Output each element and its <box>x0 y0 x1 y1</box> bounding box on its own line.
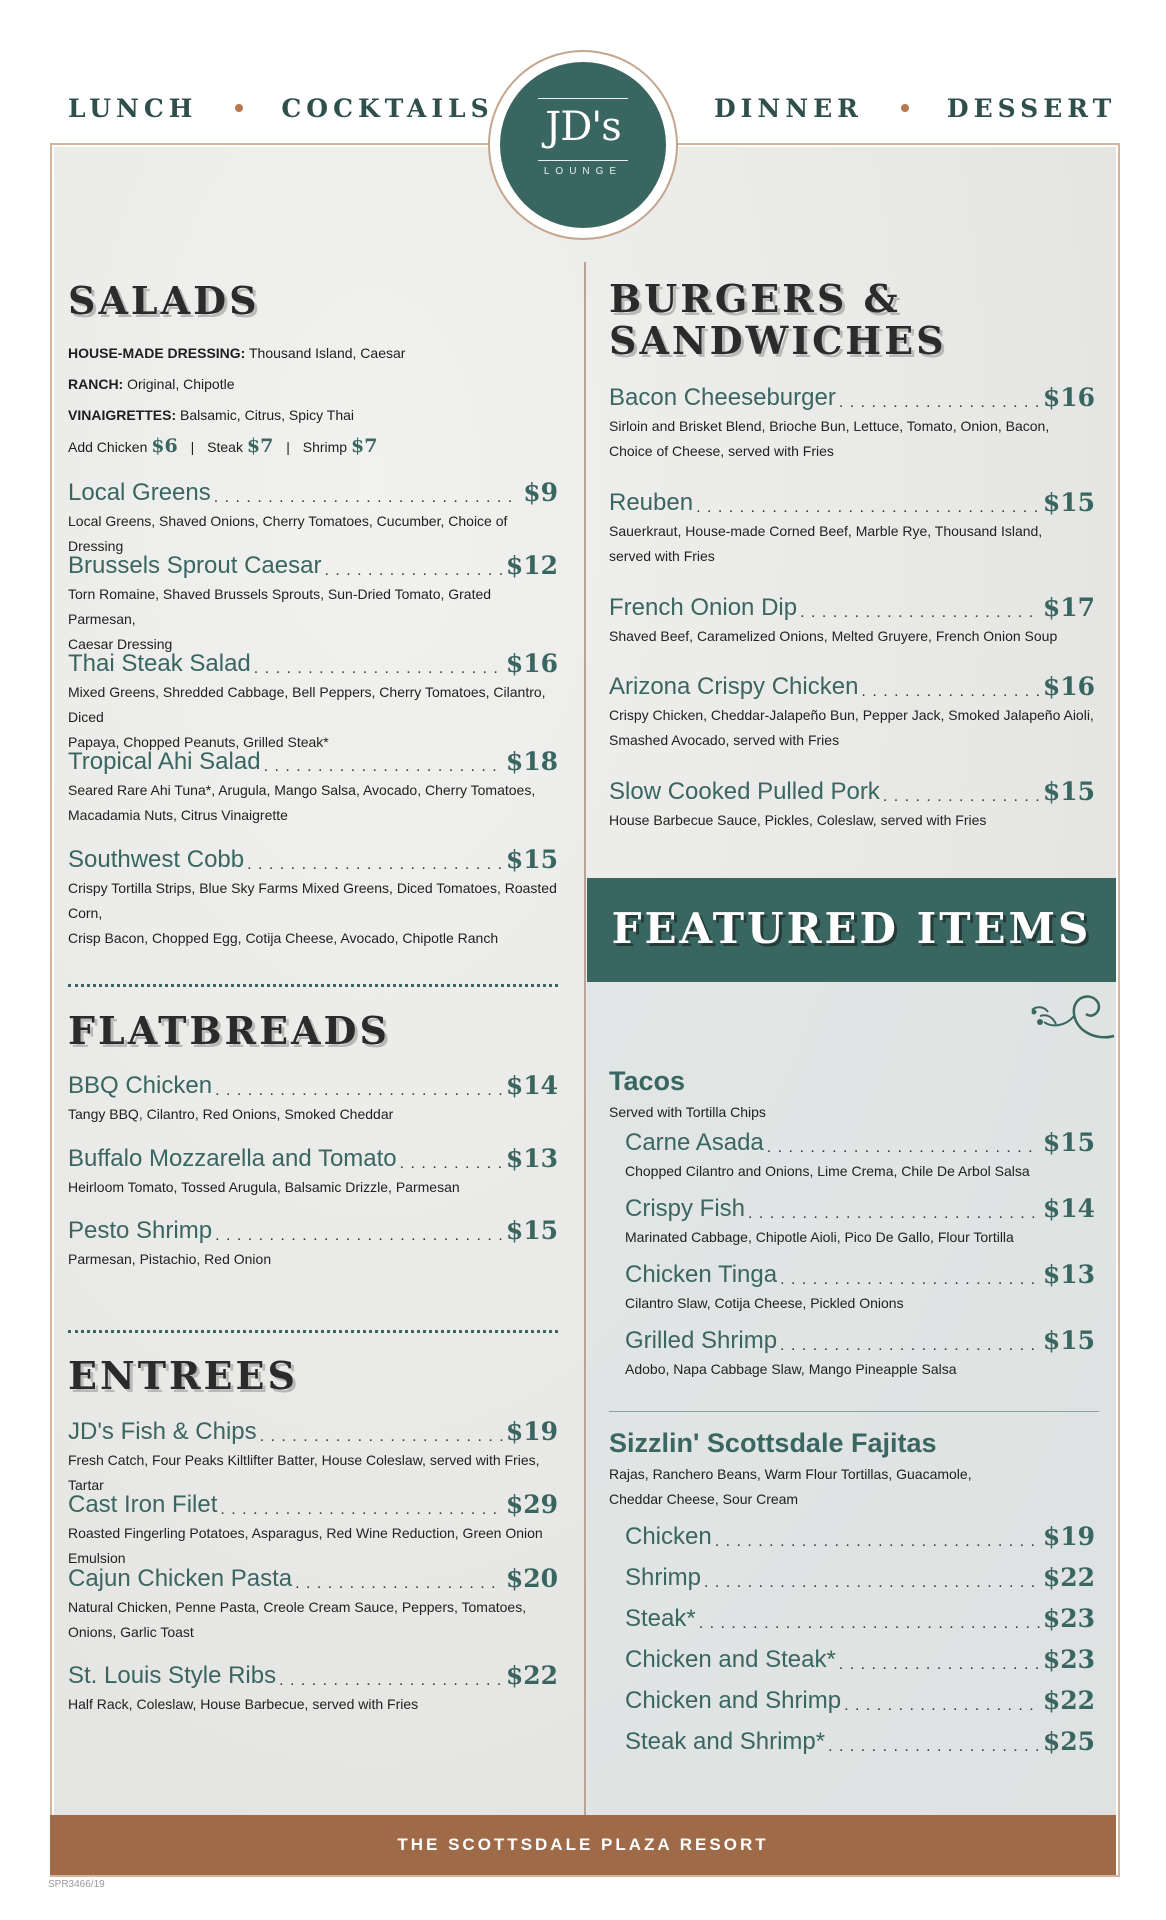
flatbreads-title: FLATBREADS <box>68 1008 390 1053</box>
item-price: $13 <box>1042 1260 1095 1289</box>
leader-dots <box>839 392 1040 412</box>
ranch-value: Original, Chipotle <box>127 376 235 392</box>
item-price: $15 <box>1042 1326 1095 1355</box>
logo-name: JD's <box>545 104 621 150</box>
item-name: Chicken <box>625 1523 712 1550</box>
fajitas-note <box>609 1462 972 1512</box>
menu-item[interactable] <box>609 488 1095 569</box>
item-name: Cajun Chicken Pasta <box>68 1565 293 1592</box>
item-description: Chopped Cilantro and Onions, Lime Crema, Chile De Arbol Salsa <box>625 1163 1030 1179</box>
item-description-line2: Choice of Cheese, served with Fries <box>609 443 834 459</box>
item-price: $18 <box>505 747 558 776</box>
item-description: Half Rack, Coleslaw, House Barbecue, served with Fries <box>68 1696 419 1712</box>
item-name: Crispy Fish <box>625 1195 746 1222</box>
section-divider <box>68 1330 558 1333</box>
item-price: $15 <box>1042 777 1095 806</box>
menu-item[interactable] <box>625 1194 1095 1250</box>
leader-dots <box>844 1695 1040 1715</box>
leader-dots <box>861 681 1039 701</box>
item-name: Chicken Tinga <box>625 1261 778 1288</box>
logo-sub: LOUNGE <box>543 166 623 177</box>
item-name: Steak and Shrimp* <box>625 1728 826 1755</box>
dressing-label: HOUSE-MADE DRESSING: <box>68 345 246 361</box>
section-divider <box>68 984 558 987</box>
item-description: Roasted Fingerling Potatoes, Asparagus, Red Wine Reduction, Green Onion Emulsion <box>68 1525 543 1566</box>
item-description: Seared Rare Ahi Tuna*, Arugula, Mango Salsa, Avocado, Cherry Tomatoes, <box>68 782 536 798</box>
item-price: $17 <box>1042 593 1095 622</box>
tacos-note: Served with Tortilla Chips <box>609 1104 766 1120</box>
addons-line <box>68 431 568 463</box>
menu-item[interactable] <box>625 1686 1095 1715</box>
nav-dinner[interactable]: DINNER <box>714 93 863 123</box>
menu-item[interactable] <box>68 1661 558 1717</box>
item-name: BBQ Chicken <box>68 1072 213 1099</box>
footer-banner: THE SCOTTSDALE PLAZA RESORT <box>50 1815 1116 1875</box>
menu-item[interactable] <box>625 1522 1095 1551</box>
menu-item[interactable] <box>68 1216 558 1272</box>
top-nav-right <box>714 92 1116 124</box>
ranch-line <box>68 369 568 400</box>
item-description: House Barbecue Sauce, Pickles, Coleslaw, served with Fries <box>609 812 987 828</box>
item-price: $25 <box>1042 1727 1095 1756</box>
menu-item[interactable] <box>68 1071 558 1127</box>
item-description: Tangy BBQ, Cilantro, Red Onions, Smoked Cheddar <box>68 1106 394 1122</box>
menu-item[interactable] <box>609 777 1095 833</box>
item-description-line2: Papaya, Chopped Peanuts, Grilled Steak* <box>68 734 329 750</box>
item-name: JD's Fish & Chips <box>68 1418 257 1445</box>
print-code: SPR3466/19 <box>48 1879 105 1890</box>
nav-lunch[interactable]: LUNCH <box>68 93 198 123</box>
leader-dots <box>220 1499 502 1519</box>
addon-shrimp-label: Shrimp <box>302 439 348 455</box>
item-name: Local Greens <box>68 479 211 506</box>
menu-item[interactable] <box>625 1326 1095 1382</box>
leader-dots <box>828 1736 1040 1756</box>
item-description: Fresh Catch, Four Peaks Kiltlifter Batter, House Coleslaw, served with Fries, Tartar <box>68 1452 540 1493</box>
leader-dots <box>767 1137 1040 1157</box>
menu-item[interactable] <box>68 478 558 559</box>
burgers-title-line1: BURGERS & <box>609 276 901 321</box>
nav-dot-icon <box>235 104 243 112</box>
item-price: $16 <box>1042 672 1095 701</box>
burgers-title-line2: SANDWICHES <box>609 317 947 363</box>
item-description-line2: Caesar Dressing <box>68 636 173 652</box>
fajitas-note-line2: Cheddar Cheese, Sour Cream <box>609 1491 799 1507</box>
item-name: Buffalo Mozzarella and Tomato <box>68 1145 397 1172</box>
menu-item[interactable] <box>625 1563 1095 1592</box>
leader-dots <box>260 1426 503 1446</box>
leader-dots <box>748 1203 1040 1223</box>
item-name: Thai Steak Salad <box>68 650 251 677</box>
item-description: Sirloin and Brisket Blend, Brioche Bun, Lettuce, Tomato, Onion, Bacon, <box>609 418 1050 434</box>
item-name: Cast Iron Filet <box>68 1491 218 1518</box>
addon-steak-price: $7 <box>246 435 274 457</box>
leader-dots <box>295 1573 503 1593</box>
menu-item[interactable] <box>609 383 1095 464</box>
leader-dots <box>247 854 503 874</box>
item-description-line2: served with Fries <box>609 548 715 564</box>
menu-item[interactable] <box>68 649 558 755</box>
leader-dots <box>704 1572 1040 1592</box>
item-description-line2: Smashed Avocado, served with Fries <box>609 732 840 748</box>
featured-banner <box>587 878 1116 982</box>
item-price: $22 <box>505 1661 558 1690</box>
item-description: Marinated Cabbage, Chipotle Aioli, Pico De Gallo, Flour Tortilla <box>625 1229 1014 1245</box>
menu-item[interactable] <box>68 1490 558 1571</box>
item-name: Pesto Shrimp <box>68 1217 213 1244</box>
item-price: $14 <box>1042 1194 1095 1223</box>
item-price: $14 <box>505 1071 558 1100</box>
item-price: $16 <box>505 649 558 678</box>
nav-dessert[interactable]: DESSERT <box>946 93 1117 123</box>
item-description: Torn Romaine, Shaved Brussels Sprouts, Sun-Dried Tomato, Grated Parmesan, <box>68 586 492 627</box>
item-description: Heirloom Tomato, Tossed Arugula, Balsamic Drizzle, Parmesan <box>68 1179 460 1195</box>
item-description-line2: Onions, Garlic Toast <box>68 1624 194 1640</box>
item-price: $19 <box>1042 1522 1095 1551</box>
menu-item[interactable] <box>625 1260 1095 1316</box>
item-description: Cilantro Slaw, Cotija Cheese, Pickled Onions <box>625 1295 904 1311</box>
menu-item[interactable] <box>625 1604 1095 1633</box>
leader-dots <box>839 1654 1040 1674</box>
leader-dots <box>715 1531 1040 1551</box>
burgers-title <box>609 278 947 362</box>
leader-dots <box>780 1269 1040 1289</box>
leader-dots <box>324 560 502 580</box>
flourish-icon <box>1026 986 1116 1046</box>
item-name: Shrimp <box>625 1564 702 1591</box>
vinaigrette-value: Balsamic, Citrus, Spicy Thai <box>180 407 355 423</box>
item-price: $23 <box>1042 1604 1095 1633</box>
item-price: $23 <box>1042 1645 1095 1674</box>
item-name: Tropical Ahi Salad <box>68 748 261 775</box>
item-name: Brussels Sprout Caesar <box>68 552 322 579</box>
menu-item[interactable] <box>625 1645 1095 1674</box>
item-name: Reuben <box>609 489 694 516</box>
item-description: Crispy Tortilla Strips, Blue Sky Farms Mixed Greens, Diced Tomatoes, Roasted Corn, <box>68 880 557 921</box>
menu-item[interactable] <box>68 747 558 828</box>
addon-chicken-label: Add Chicken <box>68 439 148 455</box>
addon-separator: | <box>190 439 195 455</box>
top-nav-left <box>68 92 494 124</box>
item-description: Local Greens, Shaved Onions, Cherry Tomatoes, Cucumber, Choice of Dressing <box>68 513 508 554</box>
leader-dots <box>215 1080 503 1100</box>
item-name: Grilled Shrimp <box>625 1327 778 1354</box>
leader-dots <box>883 786 1040 806</box>
item-price: $22 <box>1042 1563 1095 1592</box>
item-description: Mixed Greens, Shredded Cabbage, Bell Peppers, Cherry Tomatoes, Cilantro, Diced <box>68 684 546 725</box>
item-description: Adobo, Napa Cabbage Slaw, Mango Pineapple Salsa <box>625 1361 957 1377</box>
item-description: Sauerkraut, House-made Corned Beef, Marble Rye, Thousand Island, <box>609 523 1043 539</box>
vinaigrette-line <box>68 400 568 431</box>
item-price: $16 <box>1042 383 1095 412</box>
item-price: $15 <box>505 1216 558 1245</box>
leader-dots <box>800 602 1040 622</box>
item-price: $20 <box>505 1564 558 1593</box>
leader-dots <box>215 1225 503 1245</box>
addon-shrimp-price: $7 <box>350 435 378 457</box>
addon-separator: | <box>286 439 290 455</box>
salad-dressings <box>68 338 568 463</box>
menu-item[interactable] <box>625 1727 1095 1756</box>
item-name: Southwest Cobb <box>68 846 245 873</box>
addon-chicken-price: $6 <box>151 435 178 457</box>
menu-item[interactable] <box>625 1128 1095 1184</box>
addon-steak-label: Steak <box>207 439 243 455</box>
dressing-line <box>68 338 568 369</box>
menu-item[interactable] <box>68 1564 558 1645</box>
menu-item[interactable] <box>68 845 558 951</box>
item-name: St. Louis Style Ribs <box>68 1662 277 1689</box>
item-name: Carne Asada <box>625 1129 764 1156</box>
item-price: $22 <box>1042 1686 1095 1715</box>
leader-dots <box>214 487 520 507</box>
item-name: Chicken and Shrimp <box>625 1687 842 1714</box>
logo-rule-top <box>538 98 628 99</box>
menu-item[interactable] <box>609 593 1095 649</box>
item-price: $19 <box>505 1417 558 1446</box>
item-price: $15 <box>1042 1128 1095 1157</box>
item-price: $12 <box>505 551 558 580</box>
item-price: $9 <box>523 478 558 507</box>
item-price: $13 <box>505 1144 558 1173</box>
leader-dots <box>264 756 503 776</box>
menu-item[interactable] <box>68 1144 558 1200</box>
dressing-value: Thousand Island, Caesar <box>249 345 406 361</box>
fajitas-note-line1: Rajas, Ranchero Beans, Warm Flour Tortillas, Guacamole, <box>609 1466 972 1482</box>
leader-dots <box>254 658 503 678</box>
item-description: Parmesan, Pistachio, Red Onion <box>68 1251 272 1267</box>
item-name: Steak* <box>625 1605 696 1632</box>
item-price: $15 <box>505 845 558 874</box>
item-price: $15 <box>1042 488 1095 517</box>
vinaigrette-label: VINAIGRETTES: <box>68 407 177 423</box>
item-description-line2: Macadamia Nuts, Citrus Vinaigrette <box>68 807 288 823</box>
item-description: Natural Chicken, Penne Pasta, Creole Cream Sauce, Peppers, Tomatoes, <box>68 1599 527 1615</box>
entrees-title: ENTREES <box>68 1353 298 1398</box>
item-name: Arizona Crispy Chicken <box>609 673 859 700</box>
featured-title: FEATURED ITEMS <box>611 904 1092 953</box>
tacos-title: Tacos <box>609 1066 686 1096</box>
leader-dots <box>780 1335 1040 1355</box>
column-divider <box>584 262 586 1822</box>
nav-dot-icon <box>901 104 909 112</box>
ranch-label: RANCH: <box>68 376 124 392</box>
leader-dots <box>696 497 1040 517</box>
item-description: Crispy Chicken, Cheddar-Jalapeño Bun, Pepper Jack, Smoked Jalapeño Aioli, <box>609 707 1094 723</box>
nav-cocktails[interactable]: COCKTAILS <box>281 93 494 123</box>
leader-dots <box>699 1613 1040 1633</box>
item-description: Shaved Beef, Caramelized Onions, Melted Gruyere, French Onion Soup <box>609 628 1058 644</box>
leader-dots <box>400 1153 503 1173</box>
item-name: Chicken and Steak* <box>625 1646 836 1673</box>
menu-item[interactable] <box>68 551 558 657</box>
featured-divider <box>609 1411 1099 1412</box>
fajitas-title: Sizzlin' Scottsdale Fajitas <box>609 1428 937 1458</box>
item-name: Slow Cooked Pulled Pork <box>609 778 880 805</box>
item-description-line2: Crisp Bacon, Chopped Egg, Cotija Cheese, Avocado, Chipotle Ranch <box>68 930 499 946</box>
menu-item[interactable] <box>68 1417 558 1498</box>
logo-rule-bottom <box>538 160 628 161</box>
leader-dots <box>279 1670 503 1690</box>
item-price: $29 <box>505 1490 558 1519</box>
jds-lounge-logo[interactable] <box>500 62 666 228</box>
menu-item[interactable] <box>609 672 1095 753</box>
item-name: Bacon Cheeseburger <box>609 384 836 411</box>
item-name: French Onion Dip <box>609 594 798 621</box>
salads-title: SALADS <box>68 278 260 323</box>
